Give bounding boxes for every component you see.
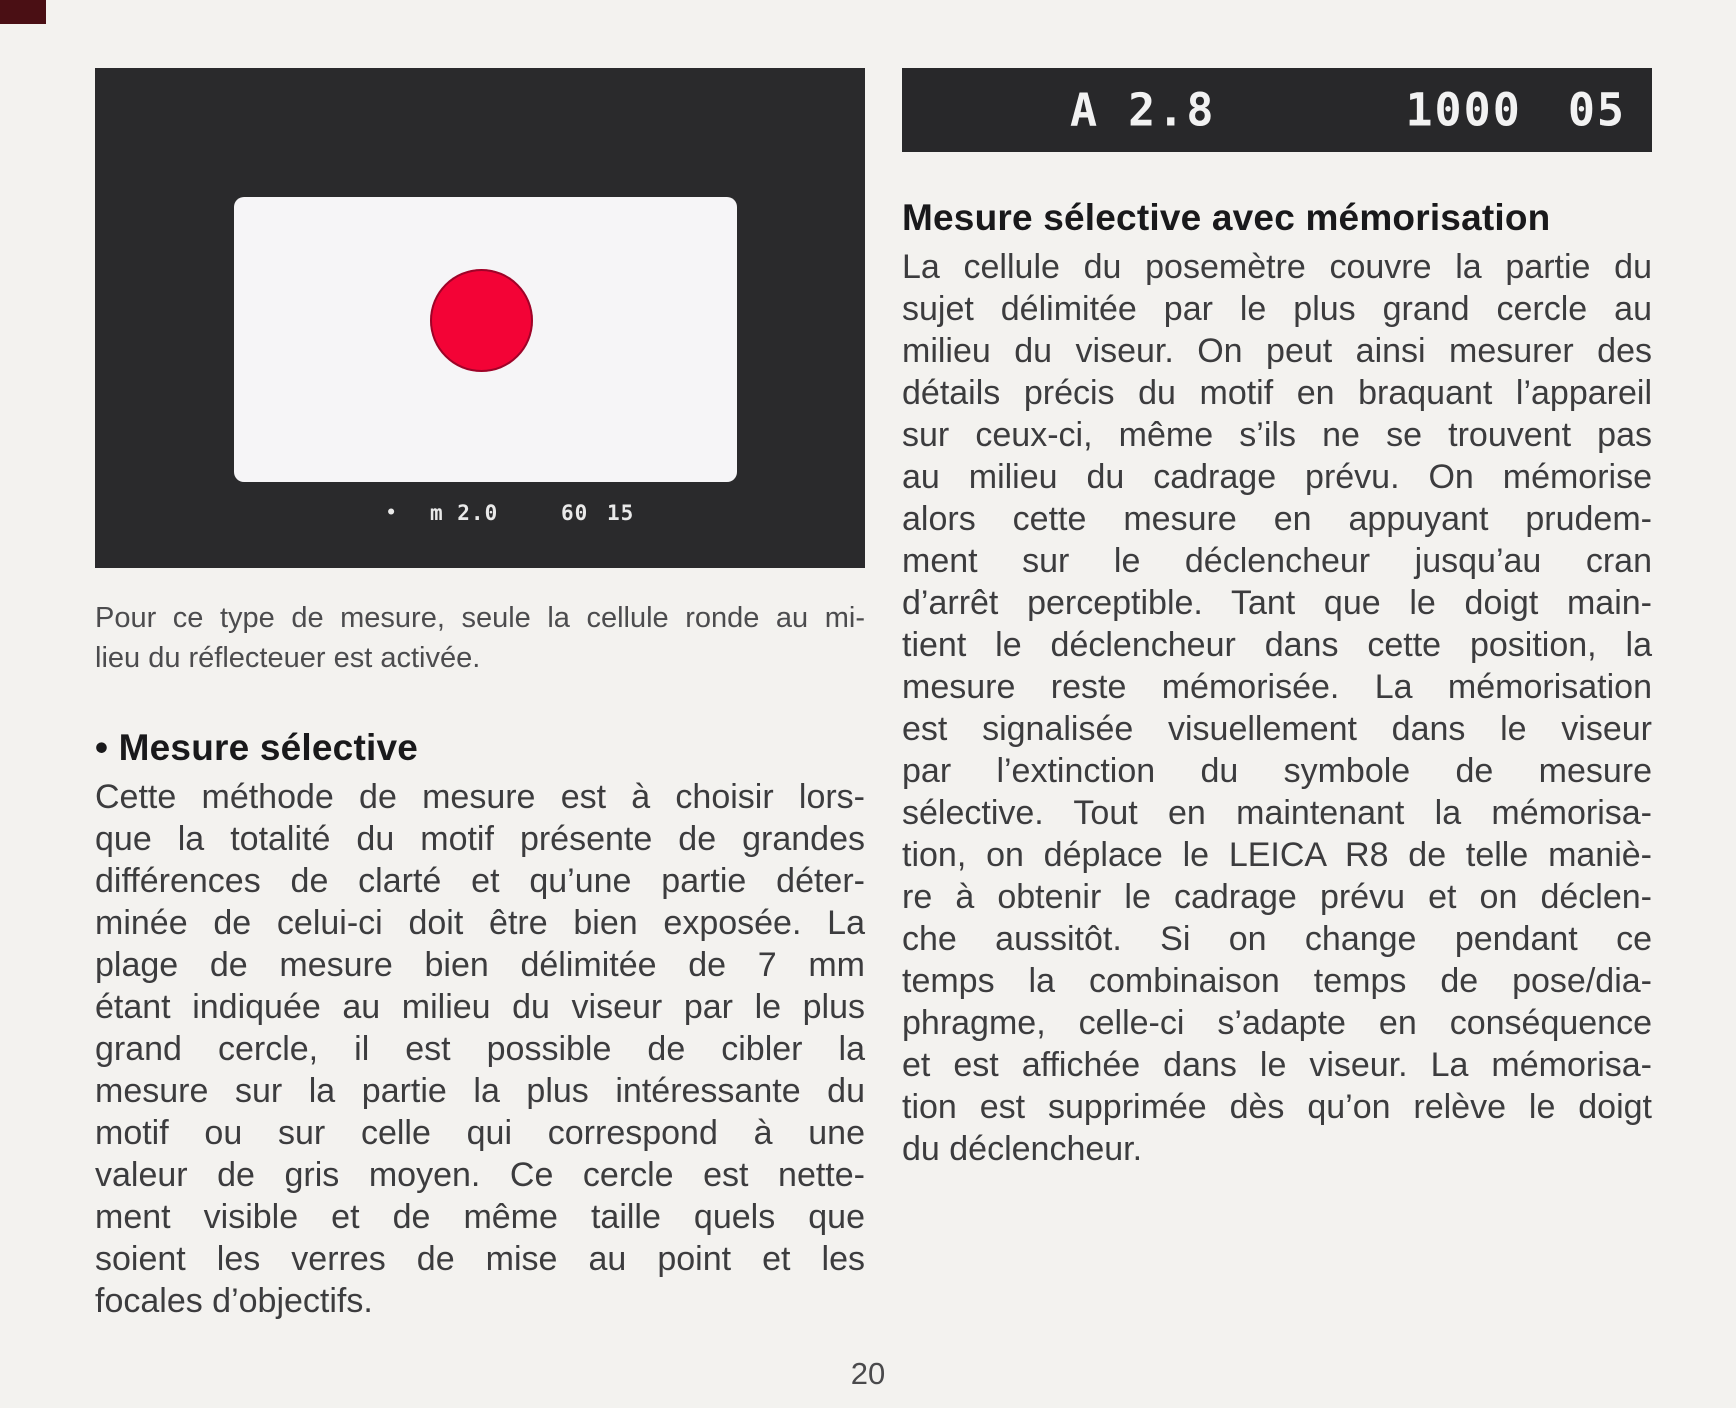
lcd-mode-aperture: m 2.0 (430, 501, 499, 525)
text-line: milieu du viseur. On peut ainsi mesurer des (902, 332, 1652, 370)
viewfinder-screen (234, 197, 737, 482)
text-line: par l’extinction du symbole de mesure (902, 752, 1652, 790)
lcd-shutter-speed: 1000 (1405, 83, 1522, 137)
right-section-heading: Mesure sélective avec mémorisation (902, 197, 1551, 238)
text-line: est signalisée visuellement dans le viseur (902, 710, 1652, 748)
text-line: tion, on déplace le LEICA R8 de telle maniè- (902, 836, 1652, 874)
text-line: soient les verres de mise au point et les (95, 1240, 865, 1278)
text-line: étant indiquée au milieu du viseur par le plus (95, 988, 865, 1026)
left-section-heading: • Mesure sélective (95, 727, 419, 768)
text-line: mesure sur la partie la plus intéressante du (95, 1072, 865, 1110)
page-number: 20 (850, 1356, 886, 1391)
text-line: grand cercle, il est possible de cibler la (95, 1030, 865, 1068)
figure-caption (95, 598, 865, 678)
text-line: ment sur le déclencheur jusqu’au cran (902, 542, 1652, 580)
text-line: phragme, celle-ci s’adapte en conséquence (902, 1004, 1652, 1042)
text-line: sélective. Tout en maintenant la mémorisa- (902, 794, 1652, 832)
text-line: et est affichée dans le viseur. La mémorisa- (902, 1046, 1652, 1084)
text-line: détails précis du motif en braquant l’appareil (902, 374, 1652, 412)
text-line: alors cette mesure en appuyant prudem- (902, 500, 1652, 538)
text-line: sur ceux-ci, même s’ils ne se trouvent pas (902, 416, 1652, 454)
text-line: différences de clarté et qu’une partie déter- (95, 862, 865, 900)
camera-lcd-strip (902, 68, 1652, 152)
text-line: La cellule du posemètre couvre la partie du (902, 248, 1652, 286)
text-line: focales d’objectifs. (95, 1282, 373, 1320)
text-line: tion est supprimée dès qu’on relève le doigt (902, 1088, 1652, 1126)
text-line: re à obtenir le cadrage prévu et on déclen- (902, 878, 1652, 916)
text-line: mesure reste mémorisée. La mémorisation (902, 668, 1652, 706)
text-line: plage de mesure bien délimitée de 7 mm (95, 946, 865, 984)
viewfinder-lcd-row (95, 500, 865, 526)
text-line: d’arrêt perceptible. Tant que le doigt main- (902, 584, 1652, 622)
text-line: ment visible et de même taille quels que (95, 1198, 865, 1236)
text-line: che aussitôt. Si on change pendant ce (902, 920, 1652, 958)
lcd-frame-counter: 05 (1567, 83, 1626, 137)
text-line: temps la combinaison temps de pose/dia- (902, 962, 1652, 1000)
text-line: Cette méthode de mesure est à choisir lors- (95, 778, 865, 816)
text-line: minée de celui-ci doit être bien exposée. La (95, 904, 865, 942)
caption-line: Pour ce type de mesure, seule la cellule ronde au mi- (95, 602, 865, 634)
text-line: tient le déclencheur dans cette position, la (902, 626, 1652, 664)
caption-line: lieu du réflecteuer est activée. (95, 642, 481, 674)
right-body-text (902, 246, 1652, 1170)
lcd-right-group (1405, 84, 1626, 137)
left-column (95, 68, 865, 1322)
lcd-mode-aperture: A 2.8 (1070, 83, 1216, 137)
text-line: que la totalité du motif présente de grandes (95, 820, 865, 858)
right-column (902, 68, 1652, 1170)
left-body-text (95, 776, 865, 1322)
lcd-shutter-speed: 60 (561, 501, 589, 525)
lcd-dot-indicator: • (386, 503, 398, 523)
text-line: au milieu du cadrage prévu. On mémorise (902, 458, 1652, 496)
text-line: sujet délimitée par le plus grand cercle au (902, 290, 1652, 328)
text-line: valeur de gris moyen. Ce cercle est nette- (95, 1156, 865, 1194)
text-line: motif ou sur celle qui correspond à une (95, 1114, 865, 1152)
spot-metering-circle (430, 269, 533, 372)
text-line: du déclencheur. (902, 1130, 1143, 1168)
viewfinder-figure (95, 68, 865, 568)
scan-artifact (0, 0, 46, 24)
lcd-frame-counter: 15 (607, 501, 635, 525)
